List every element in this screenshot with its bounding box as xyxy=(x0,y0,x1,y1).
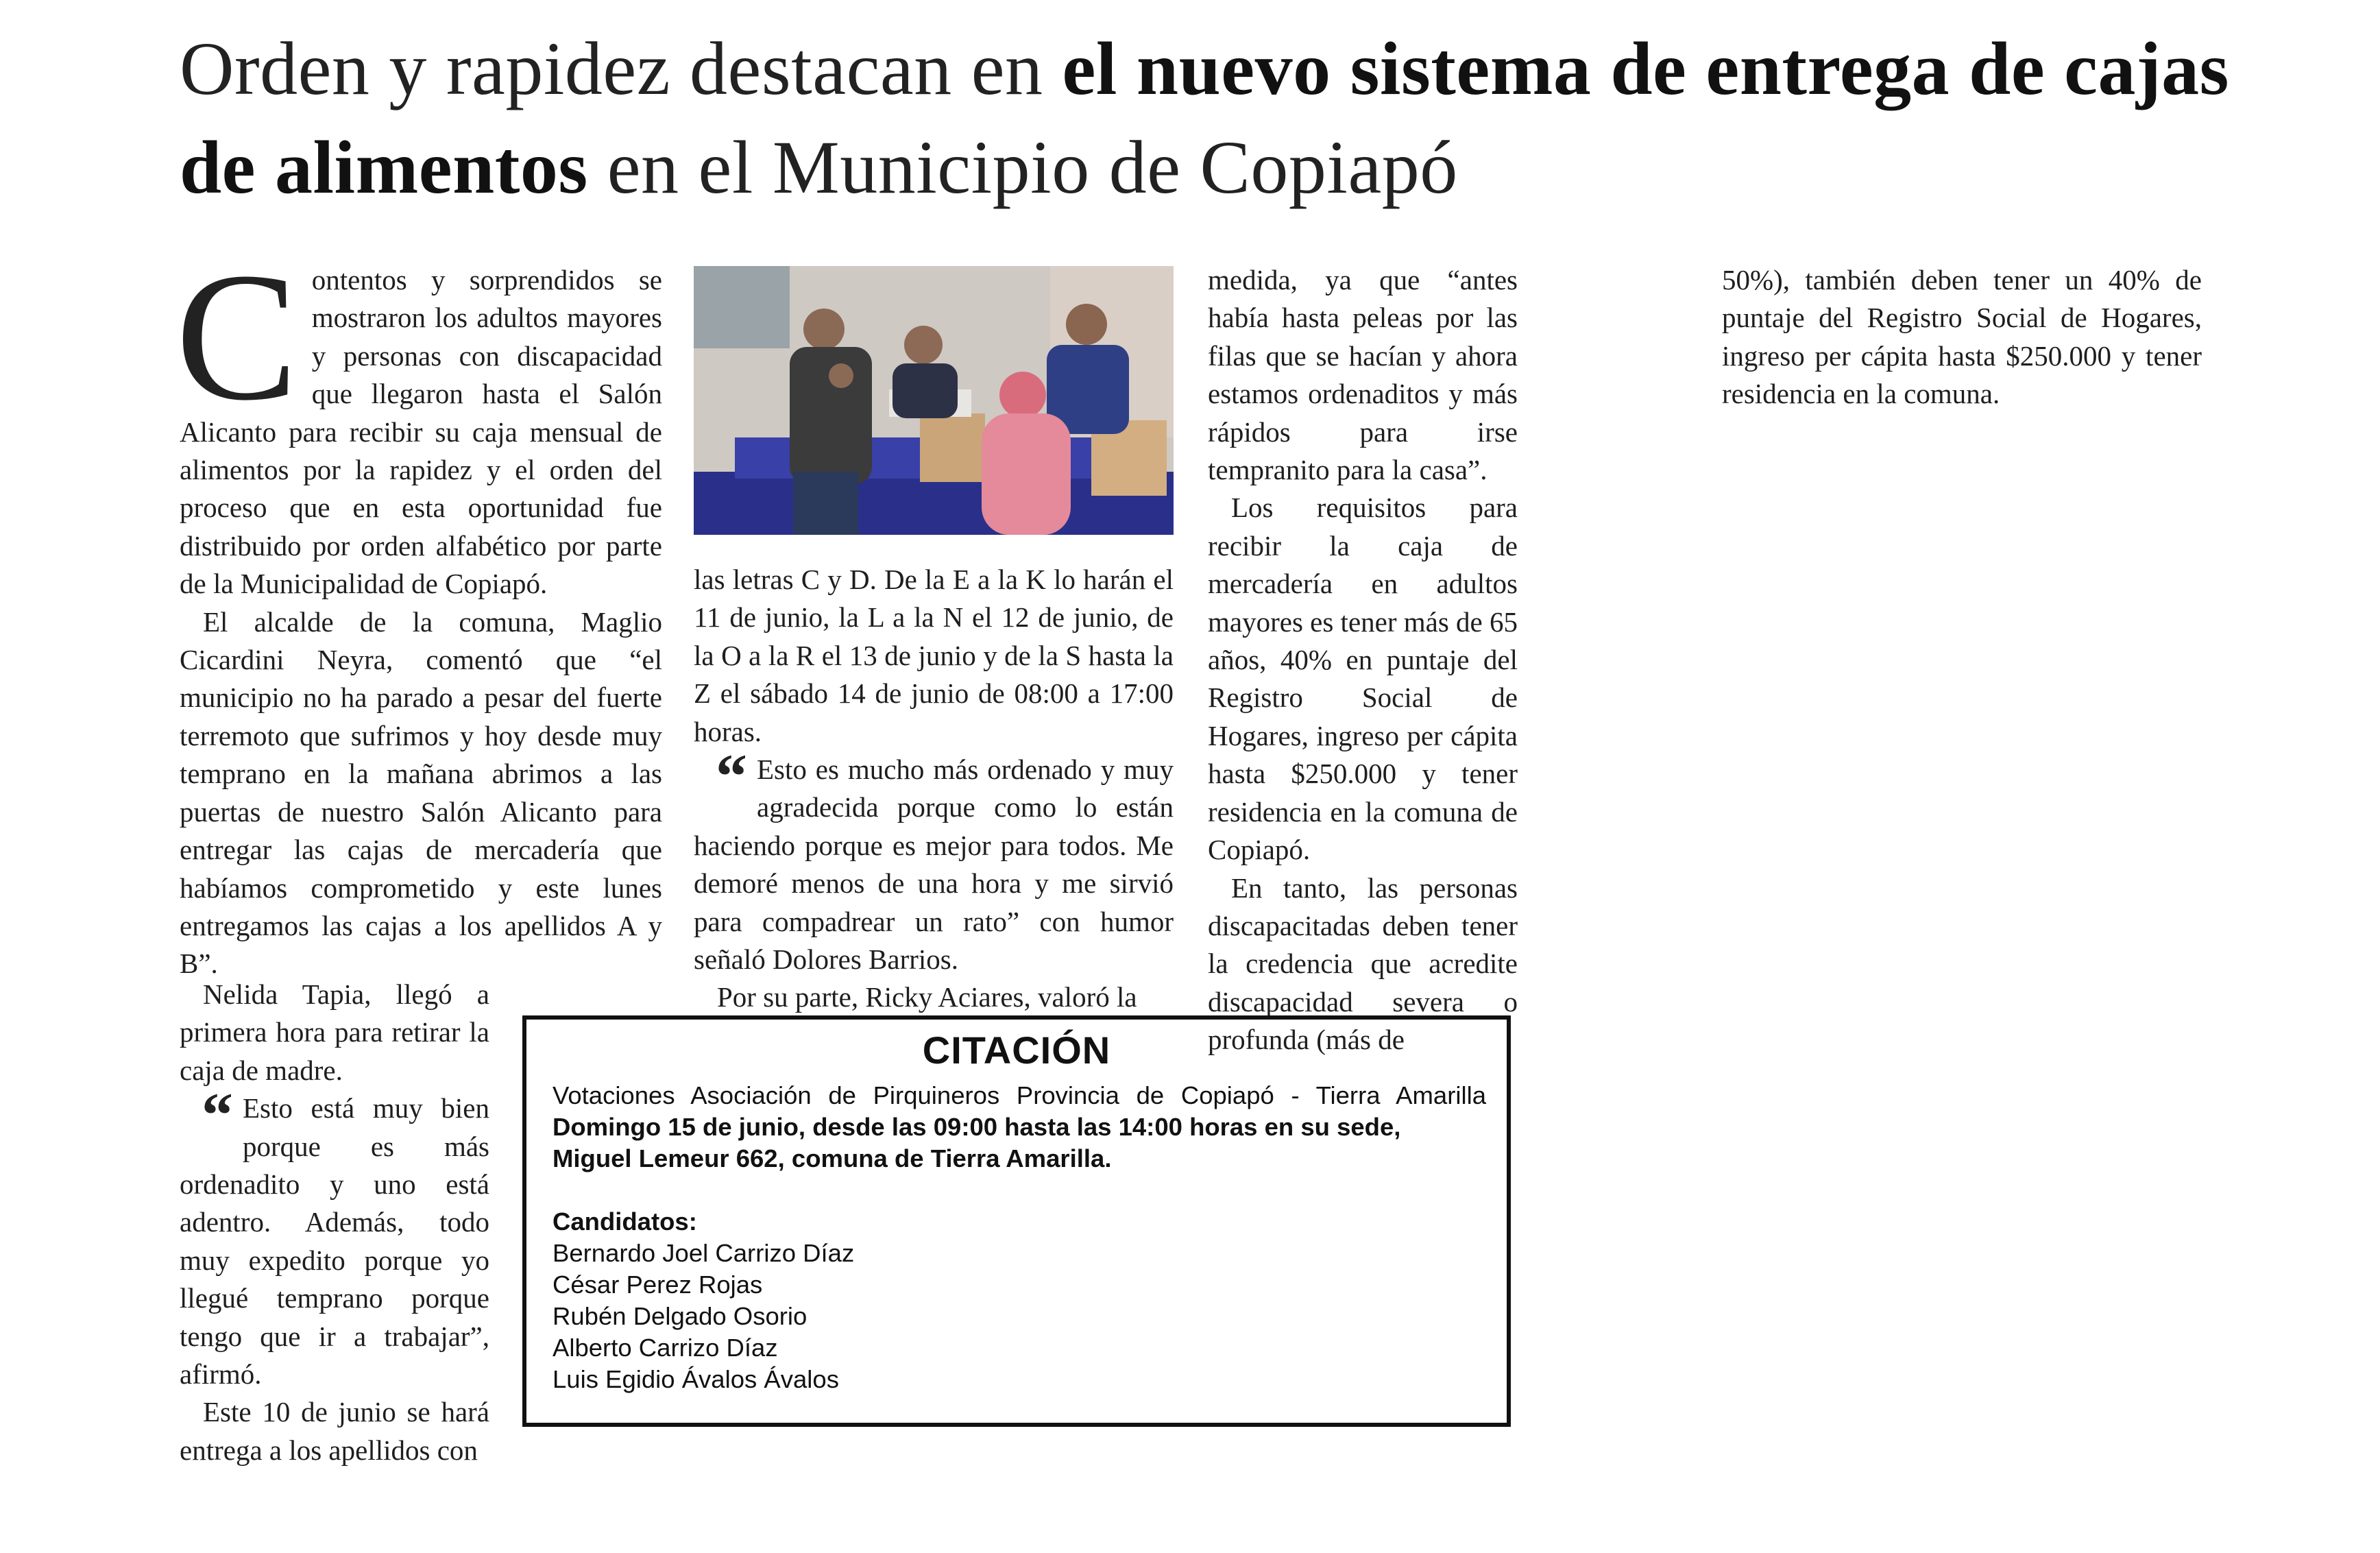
citacion-title: CITACIÓN xyxy=(922,1028,1111,1072)
citacion-line-votaciones: Votaciones Asociación de Pirquineros Provincia de Copiapó - Tierra Amarilla xyxy=(552,1081,1486,1109)
paragraph-alcalde: El alcalde de la comuna, Maglio Cicardini Neyra, comentó que “el municipio no ha parado a pesar del fuerte terremoto que sufrimos y hoy desde muy temprano en la mañana abrimos a las puertas de nuestro Salón Alicanto para entregar las cajas de mercadería que habíamos comprometido y este lunes entregamos las cajas a los apellidos A y B”. xyxy=(180,605,662,980)
citacion-line-fecha: Domingo 15 de junio, desde las 09:00 hasta las 14:00 horas en su sede, xyxy=(552,1113,1401,1141)
headline-bold: el nuevo sistema de entrega de cajas de alimentos xyxy=(180,27,2229,209)
drop-cap: C xyxy=(175,234,298,438)
citacion-spacer xyxy=(552,1175,1486,1206)
paragraph-discapacitadas: En tanto, las personas discapacitadas deben tener la credencia que acredite discapacidad severa o profunda (más de xyxy=(1208,871,1518,1056)
candidate-item: Luis Egidio Ávalos Ávalos xyxy=(552,1365,839,1393)
paragraph-medida: medida, ya que “antes había hasta peleas por las filas que se hacían y ahora estamos ordenaditos y más rápidos para irse tempranito para la casa”. xyxy=(1208,264,1518,486)
paragraph-puntaje: 50%), también deben tener un 40% de puntaje del Registro Social de Hogares, ingreso per cápita hasta $250.000 y tener residencia en la comuna. xyxy=(1722,264,2202,410)
quote-mark-icon: “ xyxy=(202,1080,233,1151)
candidate-item: Bernardo Joel Carrizo Díaz xyxy=(552,1239,855,1267)
article-photo xyxy=(694,266,1174,535)
article-column-1b xyxy=(180,976,489,1466)
citacion-candidates-label: Candidatos: xyxy=(552,1207,697,1236)
quote-dolores: Esto es mucho más ordenado y muy agradecida porque como lo están haciendo porque es mejor para todos. Me demoré menos de una hora y me sirvió para compadrear un rato” con humor señaló Dolores Barrios. xyxy=(694,754,1174,976)
candidate-item: Alberto Carrizo Díaz xyxy=(552,1334,778,1362)
citacion-notice xyxy=(522,1015,1511,1427)
candidate-item: Rubén Delgado Osorio xyxy=(552,1302,807,1330)
article-column-4 xyxy=(1722,261,2202,426)
quote-mark-icon: “ xyxy=(716,741,747,812)
headline-part3: en el Municipio de Copiapó xyxy=(587,125,1458,209)
headline-part1: Orden y rapidez destacan en xyxy=(180,27,1062,110)
article-column-3 xyxy=(1208,261,1518,1056)
citacion-body xyxy=(552,1080,1486,1395)
paragraph-requisitos: Los requisitos para recibir la caja de mercadería en adultos mayores es tener más de 65 años, 40% en puntaje del Registro Social de Hogares, ingreso per cápita hasta $250.000 y tener residencia en la comuna de Copiapó. xyxy=(1208,492,1518,866)
citacion-line-sede: Miguel Lemeur 662, comuna de Tierra Amarilla. xyxy=(552,1144,1112,1172)
photo-scene-icon xyxy=(694,266,1174,535)
candidate-item: César Perez Rojas xyxy=(552,1271,763,1299)
article-column-2 xyxy=(694,561,1174,1013)
quote-nelida: Esto está muy bien porque es más ordenadito y uno está adentro. Además, todo muy expedito porque yo llegué temprano porque tengo que ir a trabajar”, afirmó. xyxy=(180,1092,489,1391)
article-column-1 xyxy=(175,234,662,980)
paragraph-letras: las letras C y D. De la E a la K lo harán el 11 de junio, la L a la N el 12 de junio, de la O a la R el 13 de junio y de la S hasta la Z el sábado 14 de junio de 08:00 a 17:00 horas. xyxy=(694,564,1174,747)
paragraph-intro: ontentos y sorprendidos se mostraron los adultos mayores y personas con discapacidad que llegaron hasta el Salón Alicanto para recibir su caja mensual de alimentos por la rapidez y el orden del proceso que en esta oportunidad fue distribuido por orden alfabético por parte de la Municipalidad de Copiapó. xyxy=(180,264,662,600)
paragraph-ricky: Por su parte, Ricky Aciares, valoró la xyxy=(717,981,1137,1013)
headline xyxy=(180,19,2305,217)
paragraph-nelida: Nelida Tapia, llegó a primera hora para retirar la caja de madre. xyxy=(180,978,489,1086)
paragraph-10-junio: Este 10 de junio se hará entrega a los apellidos con xyxy=(180,1396,489,1466)
